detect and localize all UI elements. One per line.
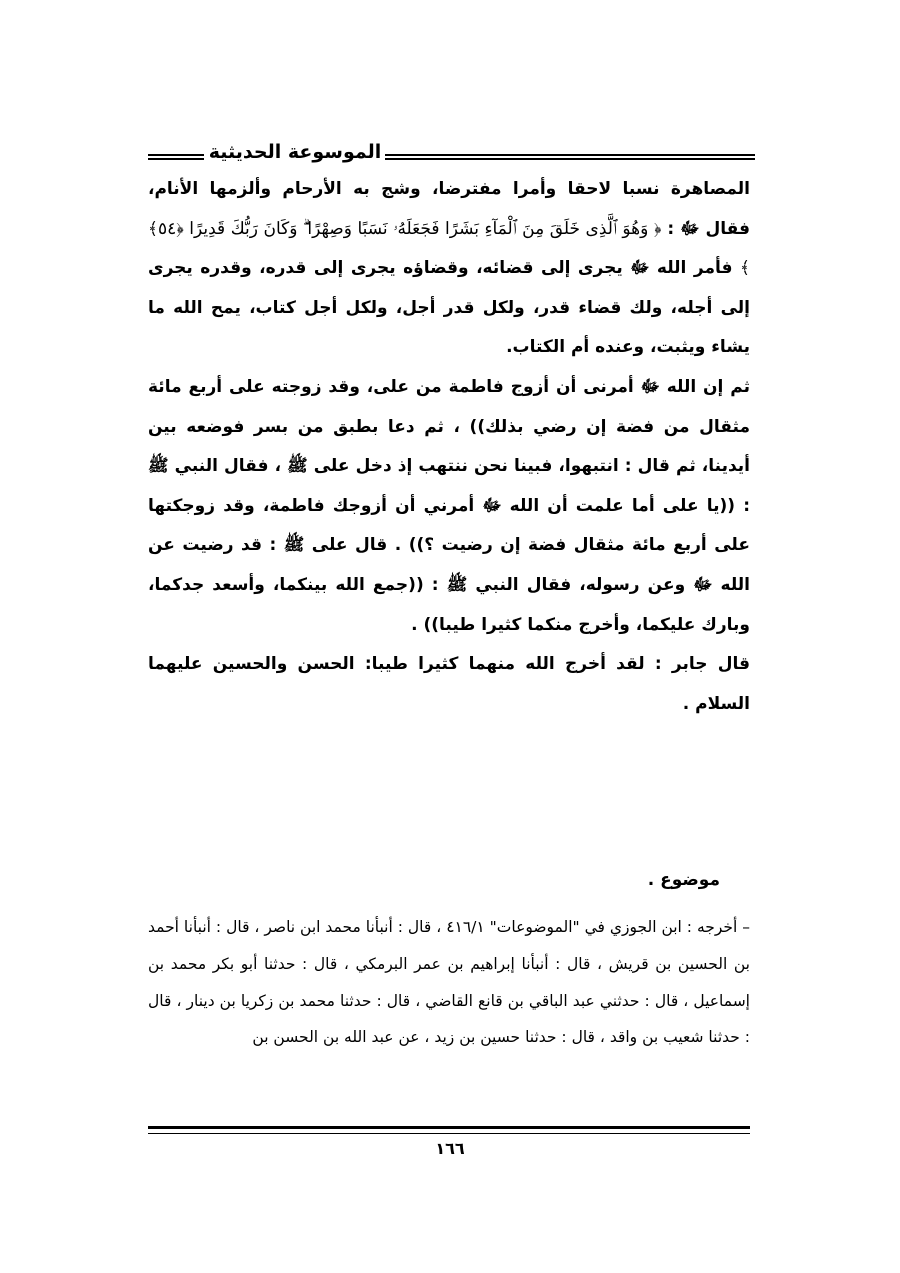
page-number: ١٦٦ <box>435 1139 465 1158</box>
paragraph-3: قال جابر : لقد أخرج الله منهما كثيرا طيبا: الحسن والحسين عليهما السلام . <box>148 654 750 714</box>
paragraph-1-end: فأمر الله ﷻ يجرى إلى قضائه، وقضاؤه يجرى إلى قدره، وقدره يجرى إلى أجله، ولك قضاء قدر، ولكل قدر أجل، ولكل أجل كتاب، يمح الله ما يشاء ويثبت، وعنده أم الكتاب. <box>148 258 750 358</box>
takhrij-note: – أخرجه : ابن الجوزي في "الموضوعات" ٤١٦/١ ، قال : أنبأنا محمد ابن ناصر ، قال : أنبأنا أحمد بن الحسين بن قريش ، قال : أنبأنا إبراهيم بن عمر البرمكي ، قال : حدثنا أبو بكر محمد بن إسماعيل ، قال : حدثني عبد الباقي بن قانع القاضي ، قال : حدثنا محمد بن زكريا بن دينار ، قال : حدثنا شعيب بن واقد ، قال : حدثنا حسين بن زيد ، عن عبد الله بن الحسن بن <box>148 918 750 1047</box>
quran-verse: ﴿ وَهُوَ ٱلَّذِى خَلَقَ مِنَ ٱلْمَآءِ بَشَرًا فَجَعَلَهُۥ نَسَبًا وَصِهْرًا ۗ وَكَانَ رَبُّكَ قَدِيرًا ﴿٥٤﴾ ﴾ <box>148 218 750 279</box>
hadith-text <box>148 170 750 724</box>
paragraph-1 <box>148 170 750 368</box>
footer-rule-thin <box>148 1133 750 1134</box>
paragraph-1-start: المصاهرة نسبا لاحقا وأمرا مفترضا، وشج به الأرحام وألزمها الأنام، فقال ﷻ : <box>148 179 750 239</box>
header-rule-right <box>385 154 755 160</box>
header-rule-left <box>148 154 204 160</box>
footer-rule-thick <box>148 1126 750 1129</box>
paragraph-2: ثم إن الله ﷻ أمرنى أن أزوج فاطمة من على، وقد زوجته على أربع مائة مثقال من فضة إن رضي بذلك)) ، ثم دعا بطبق من بسر فوضعه بين أيدينا، ثم قال : انتبهوا، فبينا نحن ننتهب إذ دخل على ﷺ ، فقال النبي ﷺ : ((يا على أما علمت أن الله ﷻ أمرني أن أزوجك فاطمة، وقد زوجكتها على أربع مائة مثقال فضة إن رضيت ؟)) . قال على ﷺ : قد رضيت عن الله ﷻ وعن رسوله، فقال النبي ﷺ : ((جمع الله بينكما، وأسعد جدكما، وبارك عليكما، وأخرج منكما كثيرا طيبا)) . <box>148 376 750 635</box>
running-header-title: الموسوعة الحديثية <box>208 141 382 163</box>
grading-heading: موضوع . <box>647 870 720 890</box>
